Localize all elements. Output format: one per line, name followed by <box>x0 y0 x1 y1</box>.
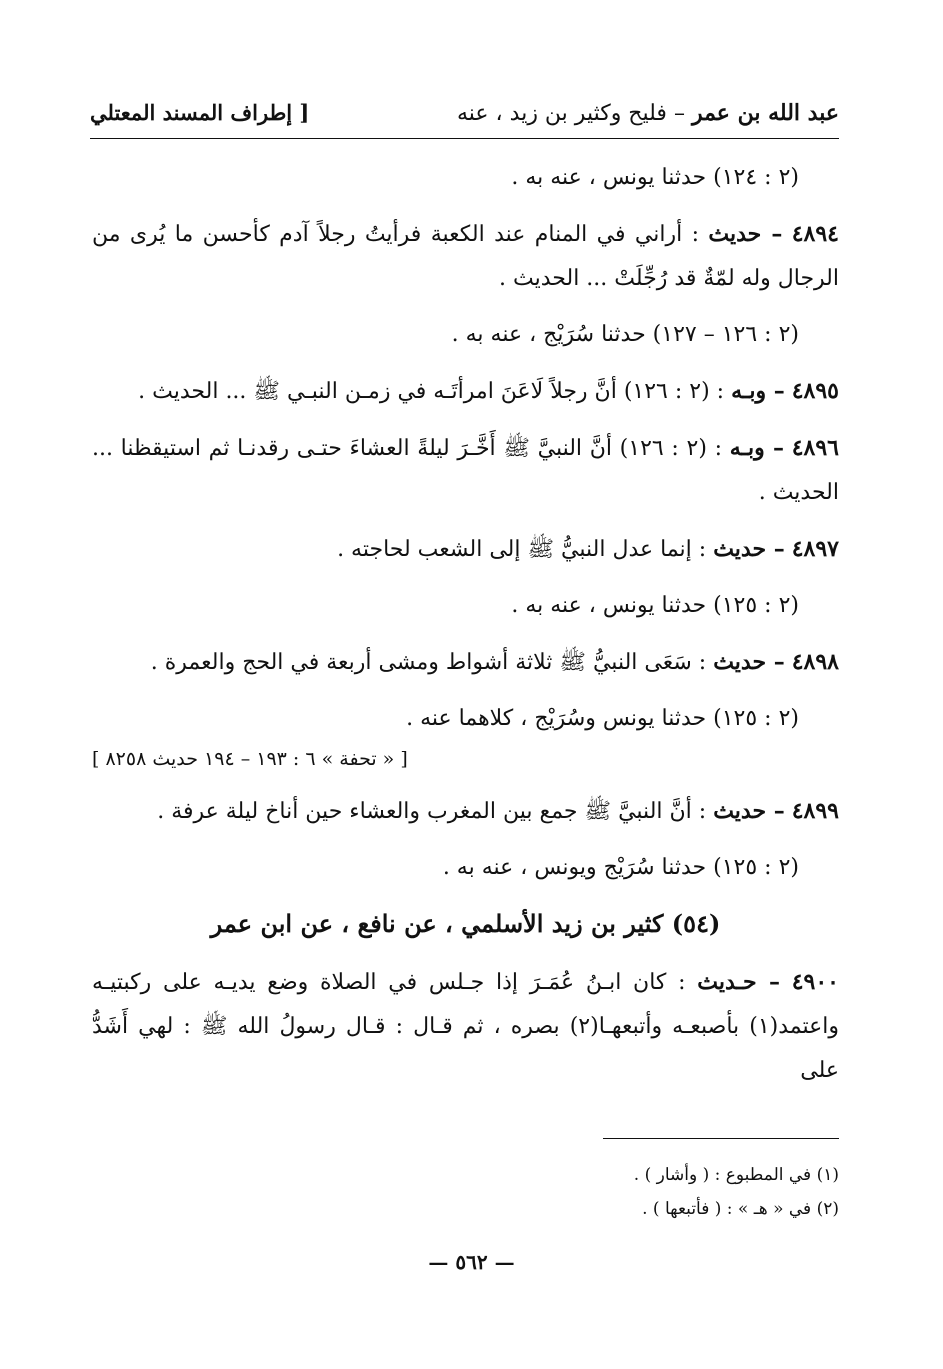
hadith-keyword: – حديث <box>713 798 785 824</box>
header-title <box>457 100 839 126</box>
hadith-text: : إنما عدل النبيُّ ﷺ إلى الشعب لحاجته . <box>337 537 714 562</box>
hadith-text: : كان ابـنُ عُمَـرَ إذا جـلس في الصلاة وضع يديـه على ركبتيـه واعتمد(١) بأصبعـه وأتبعهـا(٢) بصره ، ثم قـال : قـال رسولُ الله ﷺ : لهي أَشَدُّ على <box>92 970 839 1083</box>
header-narrator: عبد الله بن عمر <box>691 100 839 126</box>
hadith-keyword: – حـديث <box>697 969 780 995</box>
page-number: — ٥٦٢ — <box>428 1250 515 1274</box>
header-book-title: [ إطراف المسند المعتلي <box>90 100 310 125</box>
isnad-source: (٢ : ١٢٥) حدثنا يونس وسُرَيْج ، كلاهما عنه . <box>406 706 799 731</box>
header-subtitle: – فليح وكثير بن زيد ، عنه <box>457 101 685 126</box>
isnad-source: (٢ : ١٢٦ – ١٢٧) حدثنا سُرَيْج ، عنه به . <box>451 322 799 347</box>
hadith-number: ٤٨٩٥ <box>791 378 839 404</box>
isnad-source: (٢ : ١٢٥) حدثنا سُرَيْج ويونس ، عنه به . <box>442 855 799 880</box>
hadith-number: ٤٨٩٩ <box>791 798 839 824</box>
hadith-number: ٤٨٩٦ <box>791 435 839 461</box>
hadith-text: : سَعَى النبيُّ ﷺ ثلاثة أشواط ومشى أربعة في الحج والعمرة . <box>150 650 714 675</box>
hadith-entry <box>92 212 839 301</box>
footnote: (٢) في « هـ » : ( فأتبعها ) . <box>642 1199 839 1219</box>
footnote: (١) في المطبوع : ( وأشار ) . <box>633 1165 839 1185</box>
hadith-text: : (٢ : ١٢٦) أنَّ رجلاً لَاعَنَ امرأتَـه في زمـن النبـي ﷺ ... الحديث . <box>138 379 732 404</box>
hadith-number: ٤٩٠٠ <box>791 969 839 995</box>
running-header <box>90 100 839 139</box>
hadith-entry <box>92 640 839 685</box>
section-heading: (٥٤) كثير بن زيد الأسلمي ، عن نافع ، عن ابن عمر <box>210 909 721 938</box>
hadith-entry <box>92 369 839 414</box>
hadith-entry <box>92 789 839 834</box>
hadith-keyword: – وبـه <box>731 378 785 404</box>
hadith-number: ٤٨٩٤ <box>791 221 839 247</box>
page-body <box>92 156 839 1105</box>
hadith-text: : (٢ : ١٢٦) أنَّ النبيَّ ﷺ أَخَّـرَ ليلةً العشاءَ حتـى رقدنـا ثم استيقظنا ... الحديث . <box>92 436 839 505</box>
hadith-text: : أنَّ النبيَّ ﷺ جمع بين المغرب والعشاء حين أناخ ليلة عرفة . <box>157 799 714 824</box>
footnote-divider <box>603 1138 839 1139</box>
hadith-entry <box>92 426 839 515</box>
hadith-keyword: – حديث <box>708 221 783 247</box>
hadith-entry <box>92 527 839 572</box>
hadith-number: ٤٨٩٧ <box>791 536 839 562</box>
hadith-keyword: – حديث <box>713 536 785 562</box>
isnad-source: (٢ : ١٢٥) حدثنا يونس ، عنه به . <box>511 593 799 618</box>
isnad-source: (٢ : ١٢٤) حدثنا يونس ، عنه به . <box>511 165 799 190</box>
hadith-text: : أراني في المنام عند الكعبة فرأيتُ رجلاً آدم كأحسن ما يُرى من الرجال وله لمّةٌ قد رُجِّلَتْ ... الحديث . <box>92 222 839 291</box>
hadith-number: ٤٨٩٨ <box>791 649 839 675</box>
hadith-entry <box>92 960 839 1093</box>
hadith-keyword: – وبـه <box>729 435 785 461</box>
hadith-keyword: – حديث <box>713 649 785 675</box>
tuhfa-reference: [ « تحفة » ٦ : ١٩٣ – ١٩٤ حديث ٨٢٥٨ ] <box>92 748 408 770</box>
footnotes <box>92 1158 839 1226</box>
